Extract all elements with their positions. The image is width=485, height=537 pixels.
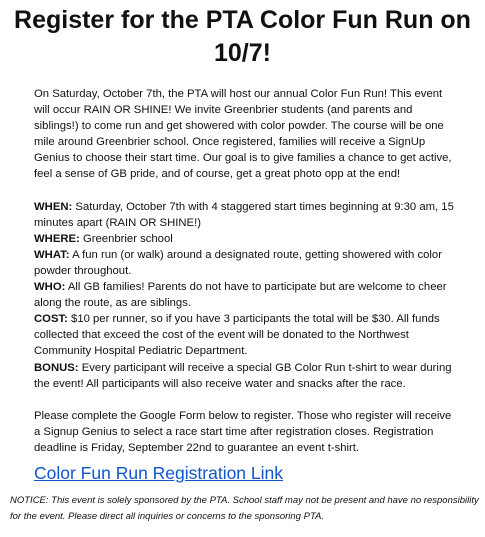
detail-label: WHERE: [34,232,80,245]
detail-label: WHO: [34,281,66,294]
registration-link[interactable]: Color Fun Run Registration Link [34,463,284,483]
detail-bonus [34,360,454,392]
notice-text: NOTICE: This event is solely sponsored by the PTA. School staff may not be present and have no responsibility for the event. Please direct all inquiries or concerns to the sponsoring PTA. [10,495,479,522]
detail-text: $10 per runner, so if you have 3 participants the total will be $30. All funds collected that exceed the cost of the event will be donated to the Northwest Community Hospital Pediatric Department. [34,313,440,358]
closing-paragraph: Please complete the Google Form below to register. Those who register will receive a Signup Genius to select a race start time after registration closes. Registration deadline is Friday, September 22nd to guarantee an event t-shirt. [34,409,452,454]
detail-text: Greenbrier school [82,232,173,245]
detail-where [34,231,454,247]
detail-text: Saturday, October 7th with 4 staggered start times beginning at 9:30 am, 15 minutes apart (RAIN OR SHINE!) [34,200,454,229]
page-title: Register for the PTA Color Fun Run on 10/7! [14,6,471,67]
detail-text: All GB families! Parents do not have to participate but are welcome to cheer along the route, as are siblings. [34,281,447,310]
detail-when [34,199,454,231]
detail-text: A fun run (or walk) around a designated route, getting showered with color powder throughout. [34,248,442,277]
event-details [34,199,454,392]
detail-label: WHAT: [34,248,70,261]
detail-label: BONUS: [34,361,79,374]
detail-label: COST: [34,313,68,326]
detail-cost [34,311,454,359]
intro-paragraph: On Saturday, October 7th, the PTA will host our annual Color Fun Run! This event will occur RAIN OR SHINE! We invite Greenbrier students (and parents and siblings!) to come run and get showered with color powder. The course will be one mile around Greenbrier school. Once registered, families will receive a SignUp Genius to choose their start time. Our goal is to give families a chance to get active, feel a sense of GB pride, and of course, get a great photo opp at the end! [34,88,452,181]
detail-who [34,279,454,311]
detail-what [34,247,454,279]
event-description [34,86,454,456]
detail-text: Every participant will receive a special GB Color Run t-shirt to wear during the event! All participants will also receive water and snacks after the race. [34,361,452,390]
detail-label: WHEN: [34,200,73,213]
